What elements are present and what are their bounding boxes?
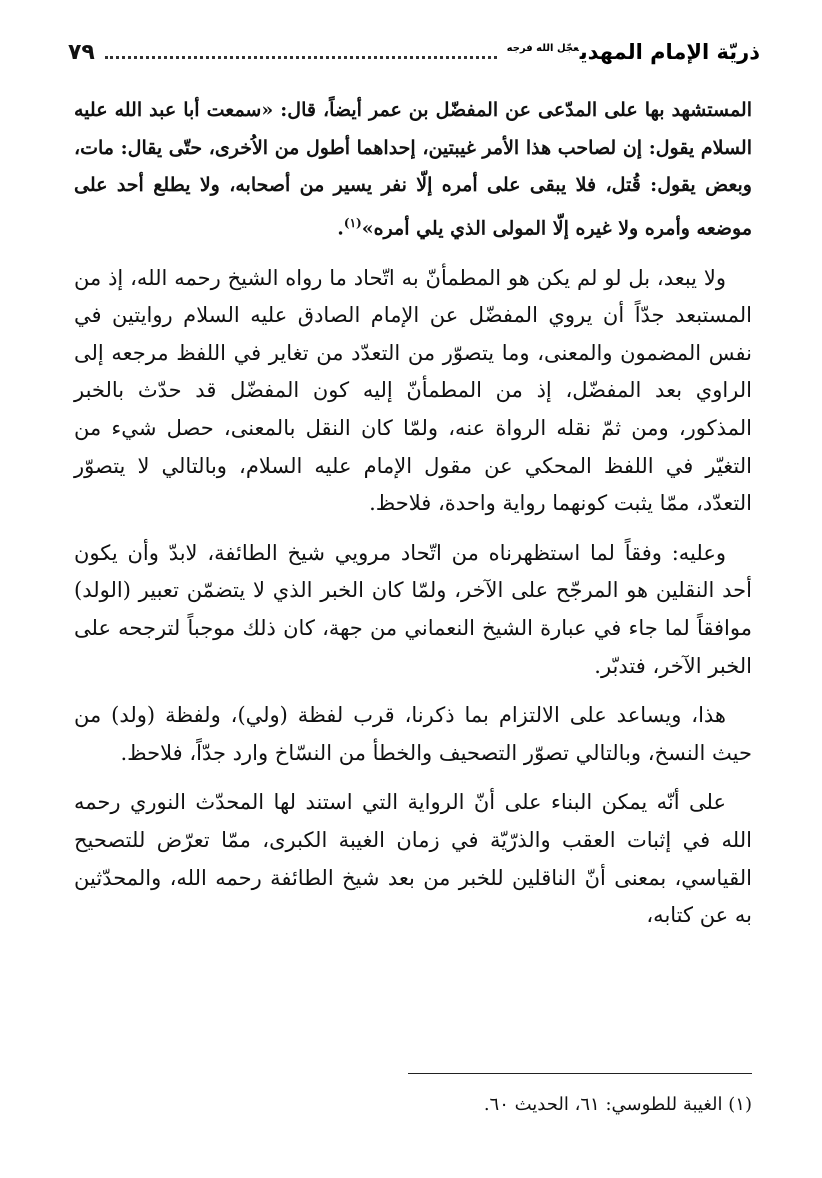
main-text bbox=[74, 92, 752, 947]
footnote-number: (١) bbox=[728, 1094, 752, 1115]
paragraph-2: ولا يبعد، بل لو لم يكن هو المطمأنّ به اتّحاد ما رواه الشيخ رحمه الله، إذ من المستبعد جدّاً أن يروي المفضّل عن الإمام الصادق عليه السلام روايتين في نفس المضمون والمعنى، وما يتصوّر من التعدّد من تغاير في اللفظ مرجعه إلى الراوي بعد المفضّل، إذ من المطمأنّ إليه كون المفضّل قد حدّث بالخبر المذكور، ومن ثمّ نقله الرواة عنه، ولمّا كان النقل بالمعنى، حصل شيء من التغيّر في اللفظ المحكي عن مقول الإمام عليه السلام، وبالتالي لا يتصوّر التعدّد، ممّا يثبت كونهما رواية واحدة، فلاحظ. bbox=[74, 265, 752, 516]
footnote-reference: (١) bbox=[343, 215, 362, 230]
header-title bbox=[507, 40, 760, 64]
footnote-separator bbox=[408, 1073, 752, 1074]
header-dot-leader bbox=[105, 54, 497, 59]
paragraph-5: على أنّه يمكن البناء على أنّ الرواية التي استند لها المحدّث النوري رحمه الله في إثبات العقب والذرّيّة في زمان الغيبة الكبرى، ممّا تعرّض للتصحيح القياسي، بمعنى أنّ الناقلين للخبر من بعد شيخ الطائفة رحمه الله، والمحدّثين به عن كتابه، bbox=[74, 790, 752, 928]
footnote-text: الغيبة للطوسي: ٦١، الحديث ٦٠. bbox=[483, 1094, 723, 1115]
paragraph-quote bbox=[74, 92, 752, 248]
header-book-title: ذريّة الإمام المهدي bbox=[579, 40, 760, 64]
footnote bbox=[484, 1094, 752, 1115]
quote-end: . bbox=[337, 217, 344, 240]
paragraph-3: وعليه: وفقاً لما استظهرناه من اتّحاد مرويي شيخ الطائفة، لابدّ وأن يكون أحد النقلين هو المرجّح على الآخر، ولمّا كان الخبر الذي لا يتضمّن تعبير (الولد) موافقاً لما جاء في عبارة الشيخ النعماني من جهة، كان ذلك موجباً لترجحه على الخبر الآخر، فتدبّر. bbox=[74, 540, 752, 678]
quote-text: المستشهد بها على المدّعى عن المفضّل بن عمر أيضاً، قال: «سمعت أبا عبد الله عليه السلام يقول: إن لصاحب هذا الأمر غيبتين، إحداهما أطول من الاُخرى، حتّى يقال: مات، وبعض يقول: قُتل، فلا يبقى على أمره إلّا نفر يسير من أصحابه، ولا يطلع أحد على موضعه وأمره ولا غيره إلّا المولى الذي يلي أمره» bbox=[74, 99, 752, 240]
paragraph-4: هذا، ويساعد على الالتزام بما ذكرنا، قرب لفظة (ولي)، ولفظة (ولد) من حيث النسخ، وبالتالي تصوّر التصحيف والخطأ من النسّاخ وارد جدّاً، فلاحظ. bbox=[74, 703, 752, 765]
header-honorific: عجّل الله فرجه bbox=[506, 43, 579, 54]
running-header bbox=[68, 30, 760, 74]
page-number: ٧٩ bbox=[68, 39, 95, 65]
